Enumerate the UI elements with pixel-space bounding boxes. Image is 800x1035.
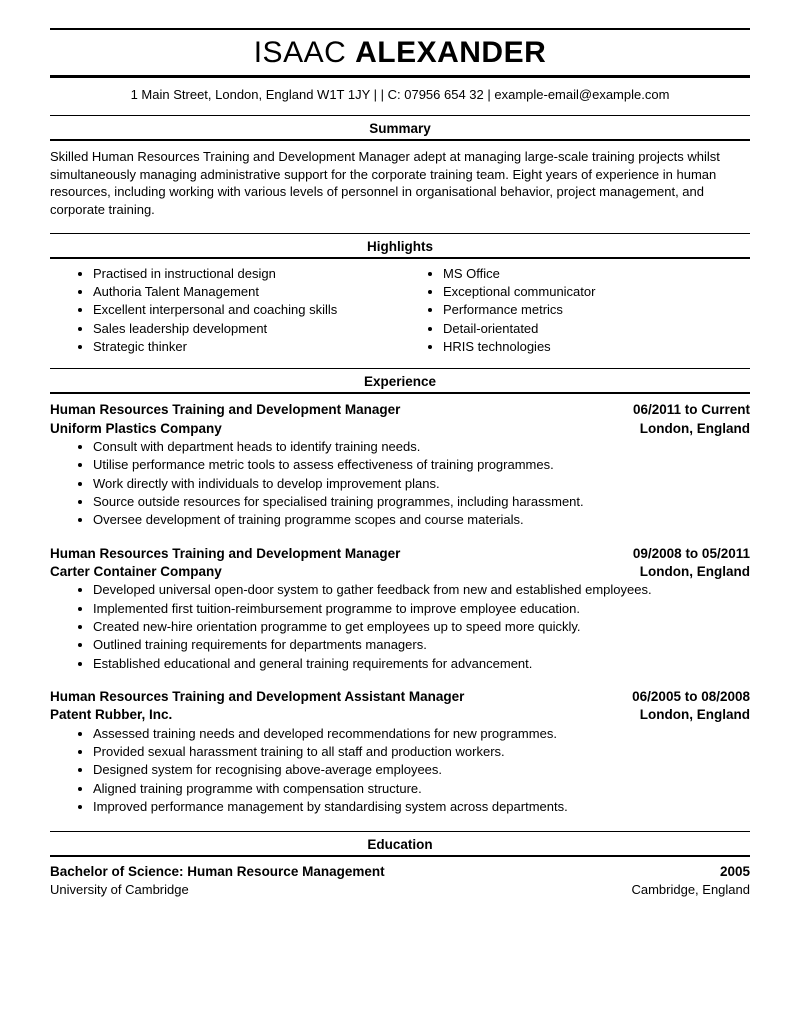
job-bullet: • Designed system for recognising above-average employees. bbox=[93, 761, 750, 779]
job-1-bullets bbox=[50, 438, 750, 529]
graduation-year: 2005 bbox=[719, 864, 750, 880]
section-heading-education: Education bbox=[50, 831, 750, 857]
job-title: Human Resources Training and Development Manager bbox=[50, 402, 401, 418]
job-bullet: • Consult with department heads to identify training needs. bbox=[93, 438, 750, 456]
job-company: Uniform Plastics Company bbox=[50, 420, 222, 436]
job-bullet: • Improved performance management by standardising system across departments. bbox=[93, 798, 750, 816]
education-school-row bbox=[50, 881, 750, 899]
job-1-title-row bbox=[50, 401, 750, 419]
job-company: Patent Rubber, Inc. bbox=[50, 707, 173, 723]
section-heading-experience: Experience bbox=[50, 368, 750, 394]
job-location: London, England bbox=[639, 420, 750, 436]
job-bullet: • Assessed training needs and developed recommendations for new programmes. bbox=[93, 725, 750, 743]
job-bullet: • Work directly with individuals to develop improvement plans. bbox=[93, 475, 750, 493]
job-bullet: • Developed universal open-door system to gather feedback from new and established employees. bbox=[93, 581, 750, 599]
education-degree-row bbox=[50, 863, 750, 881]
highlight-item: • HRIS technologies bbox=[443, 338, 750, 356]
highlight-item: • Authoria Talent Management bbox=[93, 283, 400, 301]
resume-header bbox=[50, 28, 750, 115]
job-3-title-row bbox=[50, 688, 750, 706]
section-heading-highlights: Highlights bbox=[50, 233, 750, 259]
job-1 bbox=[50, 401, 750, 529]
job-title: Human Resources Training and Development Manager bbox=[50, 545, 401, 561]
degree: Bachelor of Science: Human Resource Management bbox=[50, 864, 385, 880]
highlight-item: • Practised in instructional design bbox=[93, 265, 400, 283]
experience-section bbox=[50, 368, 750, 816]
job-bullet: • Outlined training requirements for departments managers. bbox=[93, 636, 750, 654]
name-block bbox=[50, 28, 750, 78]
section-heading-summary: Summary bbox=[50, 115, 750, 141]
school-location: Cambridge, England bbox=[631, 882, 750, 898]
education-entry bbox=[50, 863, 750, 899]
job-bullet: • Created new-hire orientation programme to get employees up to speed more quickly. bbox=[93, 618, 750, 636]
job-location: London, England bbox=[639, 564, 750, 579]
job-bullet: • Provided sexual harassment training to all staff and production workers. bbox=[93, 743, 750, 761]
job-bullet: • Utilise performance metric tools to assess effectiveness of training programmes. bbox=[93, 456, 750, 474]
education-section bbox=[50, 831, 750, 899]
job-2 bbox=[50, 545, 750, 673]
job-bullet: • Established educational and general training requirements for advancement. bbox=[93, 655, 750, 673]
school: University of Cambridge bbox=[50, 882, 189, 898]
highlights-columns bbox=[50, 265, 750, 356]
candidate-name bbox=[50, 36, 750, 70]
highlight-item: • Excellent interpersonal and coaching skills bbox=[93, 301, 400, 319]
job-bullet: • Aligned training programme with compensation structure. bbox=[93, 780, 750, 798]
highlights-column-1 bbox=[50, 265, 400, 356]
job-company: Carter Container Company bbox=[50, 564, 222, 579]
job-3-bullets bbox=[50, 725, 750, 816]
job-location: London, England bbox=[639, 707, 750, 723]
contact-line: 1 Main Street, London, England W1T 1JY | | C: 07956 654 32 | example-email@example.com bbox=[130, 87, 670, 102]
job-2-title-row bbox=[50, 545, 750, 563]
last-name: ALEXANDER bbox=[355, 36, 547, 69]
job-3-company-row bbox=[50, 706, 750, 724]
highlight-item: • MS Office bbox=[443, 265, 750, 283]
highlights-list-2 bbox=[400, 265, 750, 356]
highlights-section bbox=[50, 233, 750, 356]
summary-text: Skilled Human Resources Training and Development Manager adept at managing large-scale training projects whilst simultaneously managing administrative support for the corporate training team. Eight years of experience in human resources, including working with various levels of personnel in organisational behavior, project management, and corporate training. bbox=[50, 149, 720, 218]
first-name: ISAAC bbox=[253, 36, 347, 69]
job-bullet: • Source outside resources for specialised training programmes, including harassment. bbox=[93, 493, 750, 511]
highlight-item: • Performance metrics bbox=[443, 301, 750, 319]
job-dates: 06/2005 to 08/2008 bbox=[632, 688, 750, 704]
job-3 bbox=[50, 688, 750, 816]
job-1-company-row bbox=[50, 420, 750, 438]
highlight-item: • Exceptional communicator bbox=[443, 283, 750, 301]
highlight-item: • Strategic thinker bbox=[93, 338, 400, 356]
highlight-item: • Sales leadership development bbox=[93, 320, 400, 338]
highlights-list-1 bbox=[50, 265, 400, 356]
job-dates: 09/2008 to 05/2011 bbox=[632, 545, 750, 561]
job-title: Human Resources Training and Development Assistant Manager bbox=[50, 688, 465, 704]
highlights-column-2 bbox=[400, 265, 750, 356]
summary-section bbox=[50, 115, 750, 219]
job-2-company-row bbox=[50, 563, 750, 581]
highlight-item: • Detail-orientated bbox=[443, 320, 750, 338]
job-dates: 06/2011 to Current bbox=[632, 402, 750, 418]
job-bullet: • Implemented first tuition-reimbursement programme to improve employee education. bbox=[93, 600, 750, 618]
job-bullet: • Oversee development of training programme scopes and course materials. bbox=[93, 511, 750, 529]
job-2-bullets bbox=[50, 581, 750, 672]
